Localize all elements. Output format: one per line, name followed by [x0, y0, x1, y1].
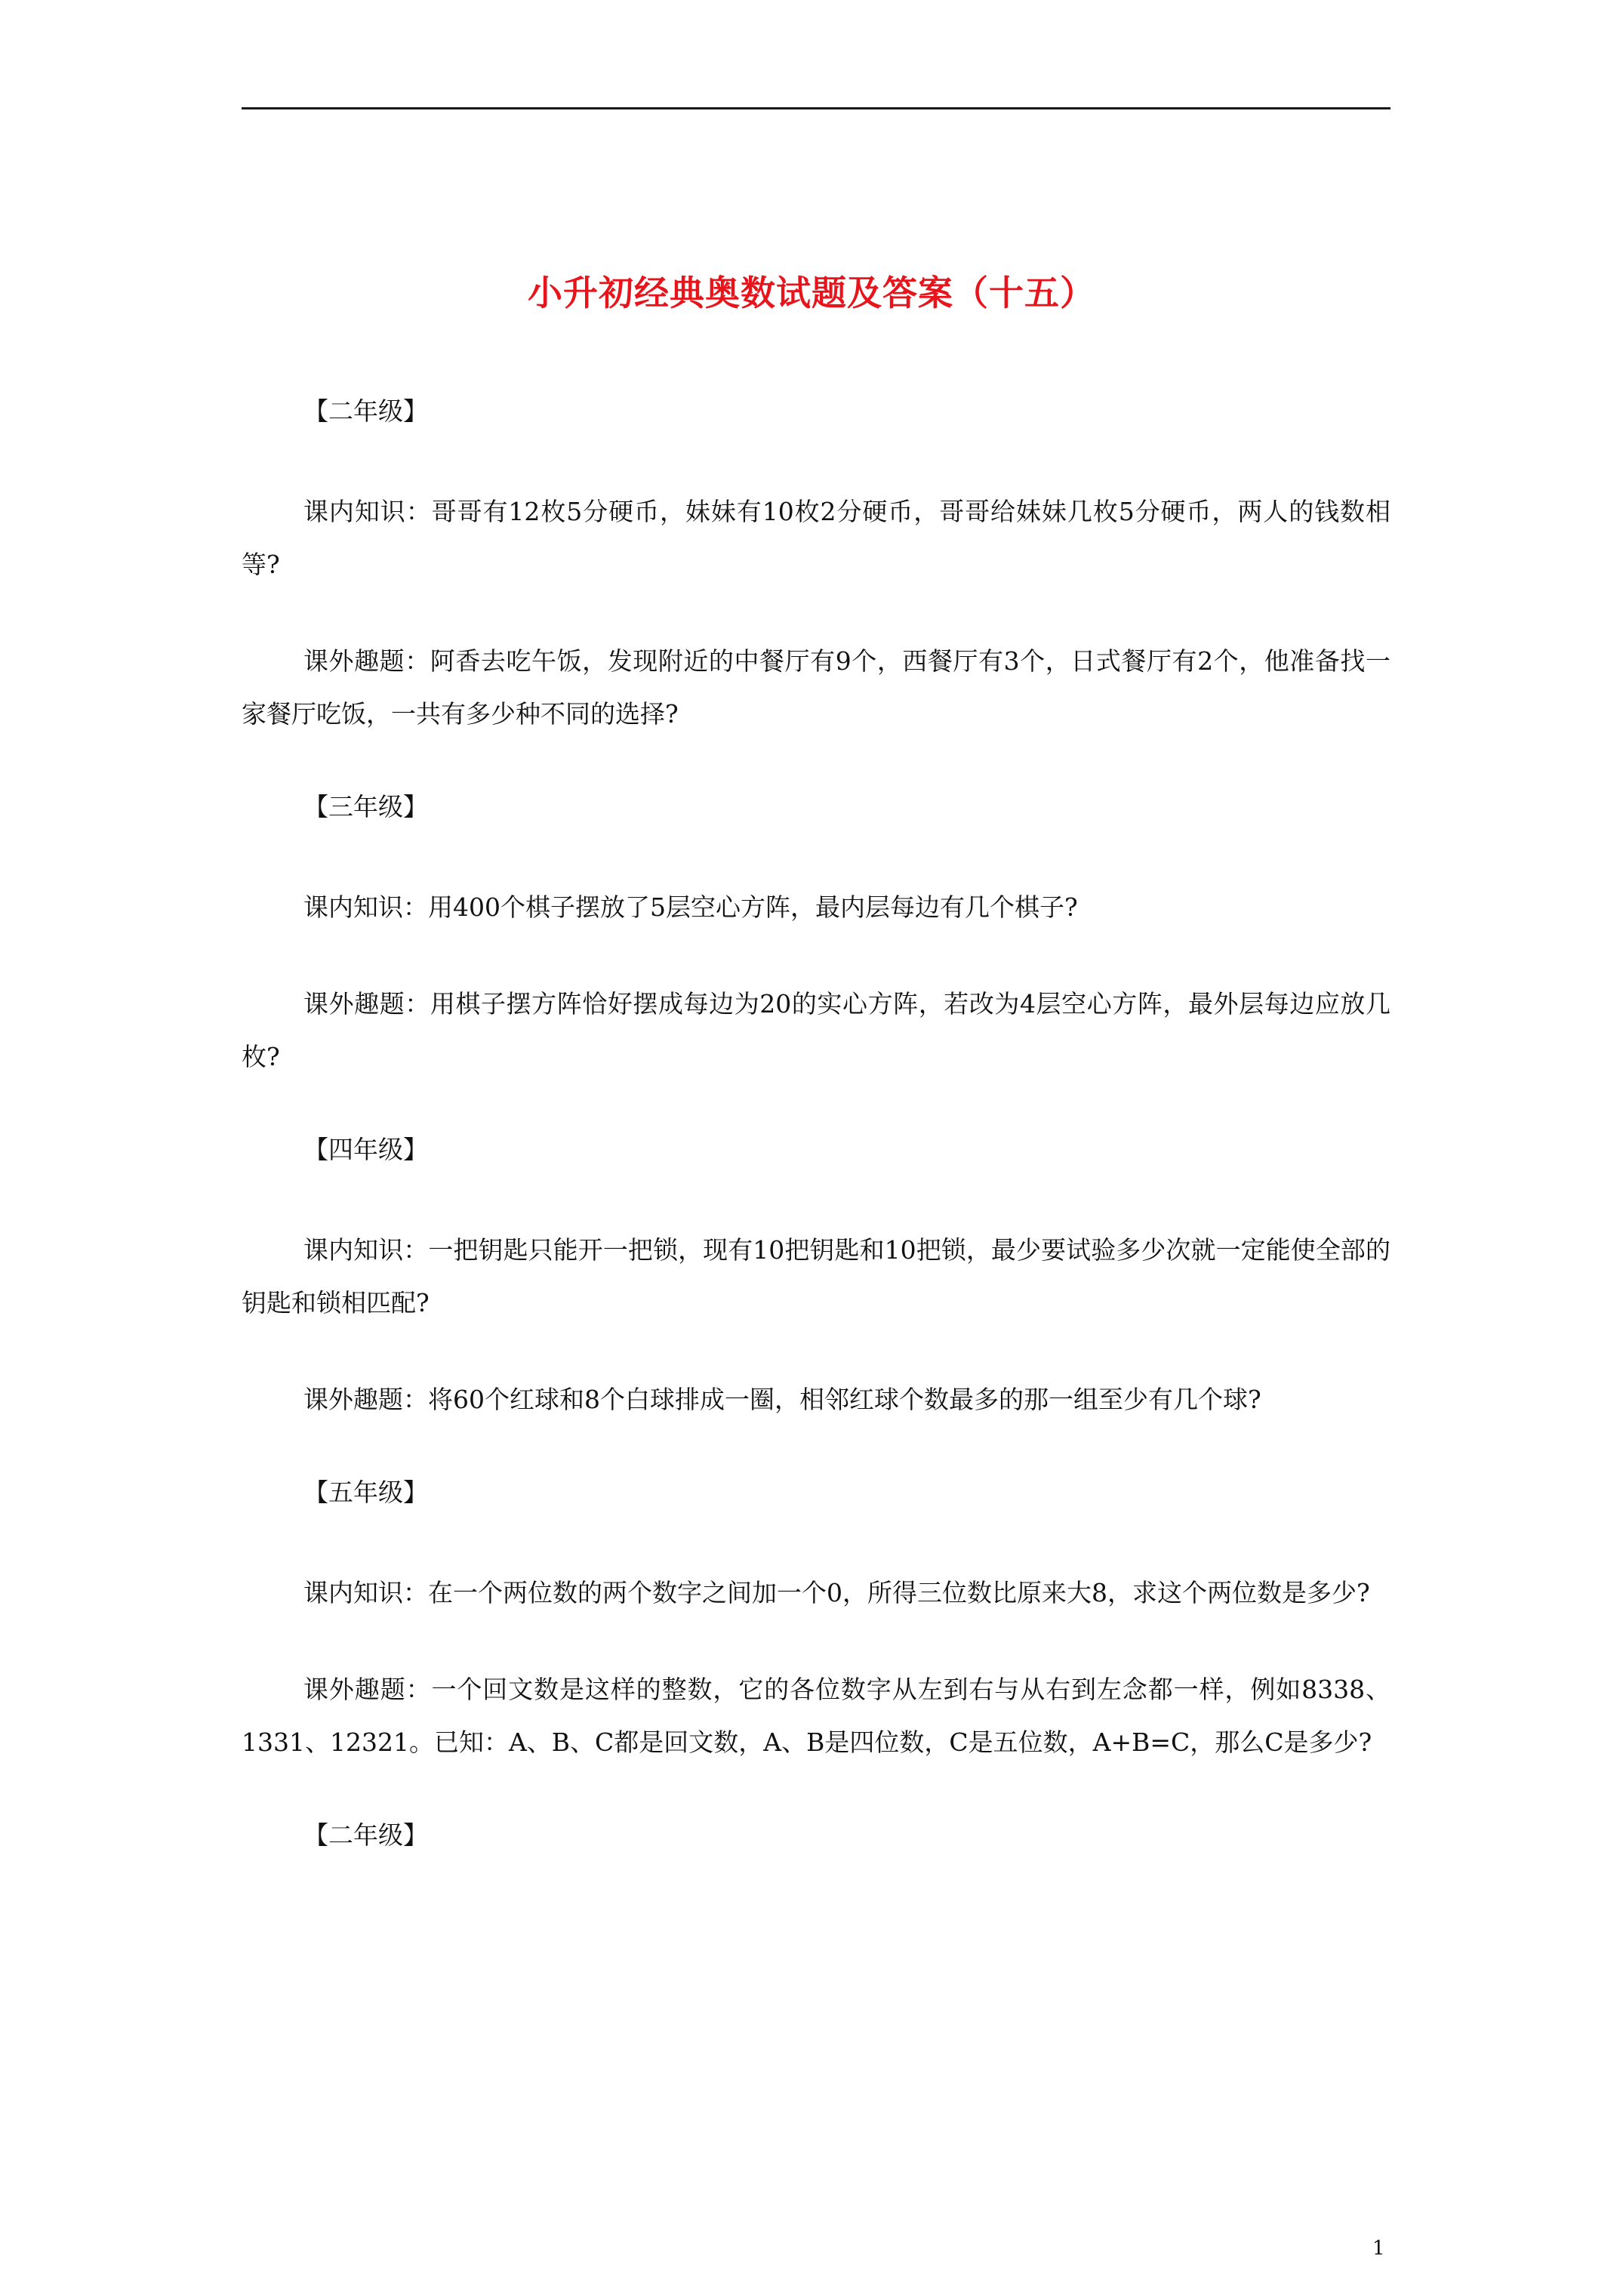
section-heading: 【五年级】 — [303, 1478, 428, 1507]
section-grade-2-answers — [242, 1813, 1390, 1858]
section-heading: 【三年级】 — [303, 792, 428, 821]
question-paragraph: 课内知识：在一个两位数的两个数字之间加一个0，所得三位数比原来大8，求这个两位数是多少? — [303, 1578, 1370, 1607]
section-grade-5 — [242, 1470, 1390, 1769]
section-grade-3 — [242, 784, 1390, 1083]
document-body — [242, 389, 1390, 1909]
question-paragraph: 课内知识：哥哥有12枚5分硬币，妹妹有10枚2分硬币，哥哥给妹妹几枚5分硬币，两人的钱数相等? — [242, 497, 1390, 579]
section-heading: 【二年级】 — [303, 1820, 428, 1850]
header-rule — [242, 107, 1390, 109]
question-paragraph: 课外趣题：将60个红球和8个白球排成一圈，相邻红球个数最多的那一组至少有几个球? — [303, 1385, 1261, 1414]
section-heading: 【四年级】 — [303, 1135, 428, 1164]
question-paragraph: 课外趣题：阿香去吃午饭，发现附近的中餐厅有9个，西餐厅有3个，日式餐厅有2个，他准备找一家餐厅吃饭，一共有多少种不同的选择? — [242, 646, 1390, 729]
page-number: 1 — [1372, 2237, 1385, 2260]
question-paragraph: 课内知识：用400个棋子摆放了5层空心方阵，最内层每边有几个棋子? — [303, 892, 1078, 922]
page-title: 小升初经典奥数试题及答案（十五） — [528, 273, 1095, 313]
question-paragraph: 课内知识：一把钥匙只能开一把锁，现有10把钥匙和10把锁，最少要试验多少次就一定能使全部的钥匙和锁相匹配? — [242, 1235, 1390, 1318]
question-paragraph: 课外趣题：一个回文数是这样的整数，它的各位数字从左到右与从右到左念都一样，例如8338、1331、12321。已知：A、B、C都是回文数，A、B是四位数，C是五位数，A+B=C，那么C是多少? — [242, 1675, 1390, 1757]
section-grade-4 — [242, 1127, 1390, 1426]
section-heading: 【二年级】 — [303, 396, 428, 426]
section-grade-2 — [242, 389, 1390, 741]
question-paragraph: 课外趣题：用棋子摆方阵恰好摆成每边为20的实心方阵，若改为4层空心方阵，最外层每边应放几枚? — [242, 989, 1390, 1071]
